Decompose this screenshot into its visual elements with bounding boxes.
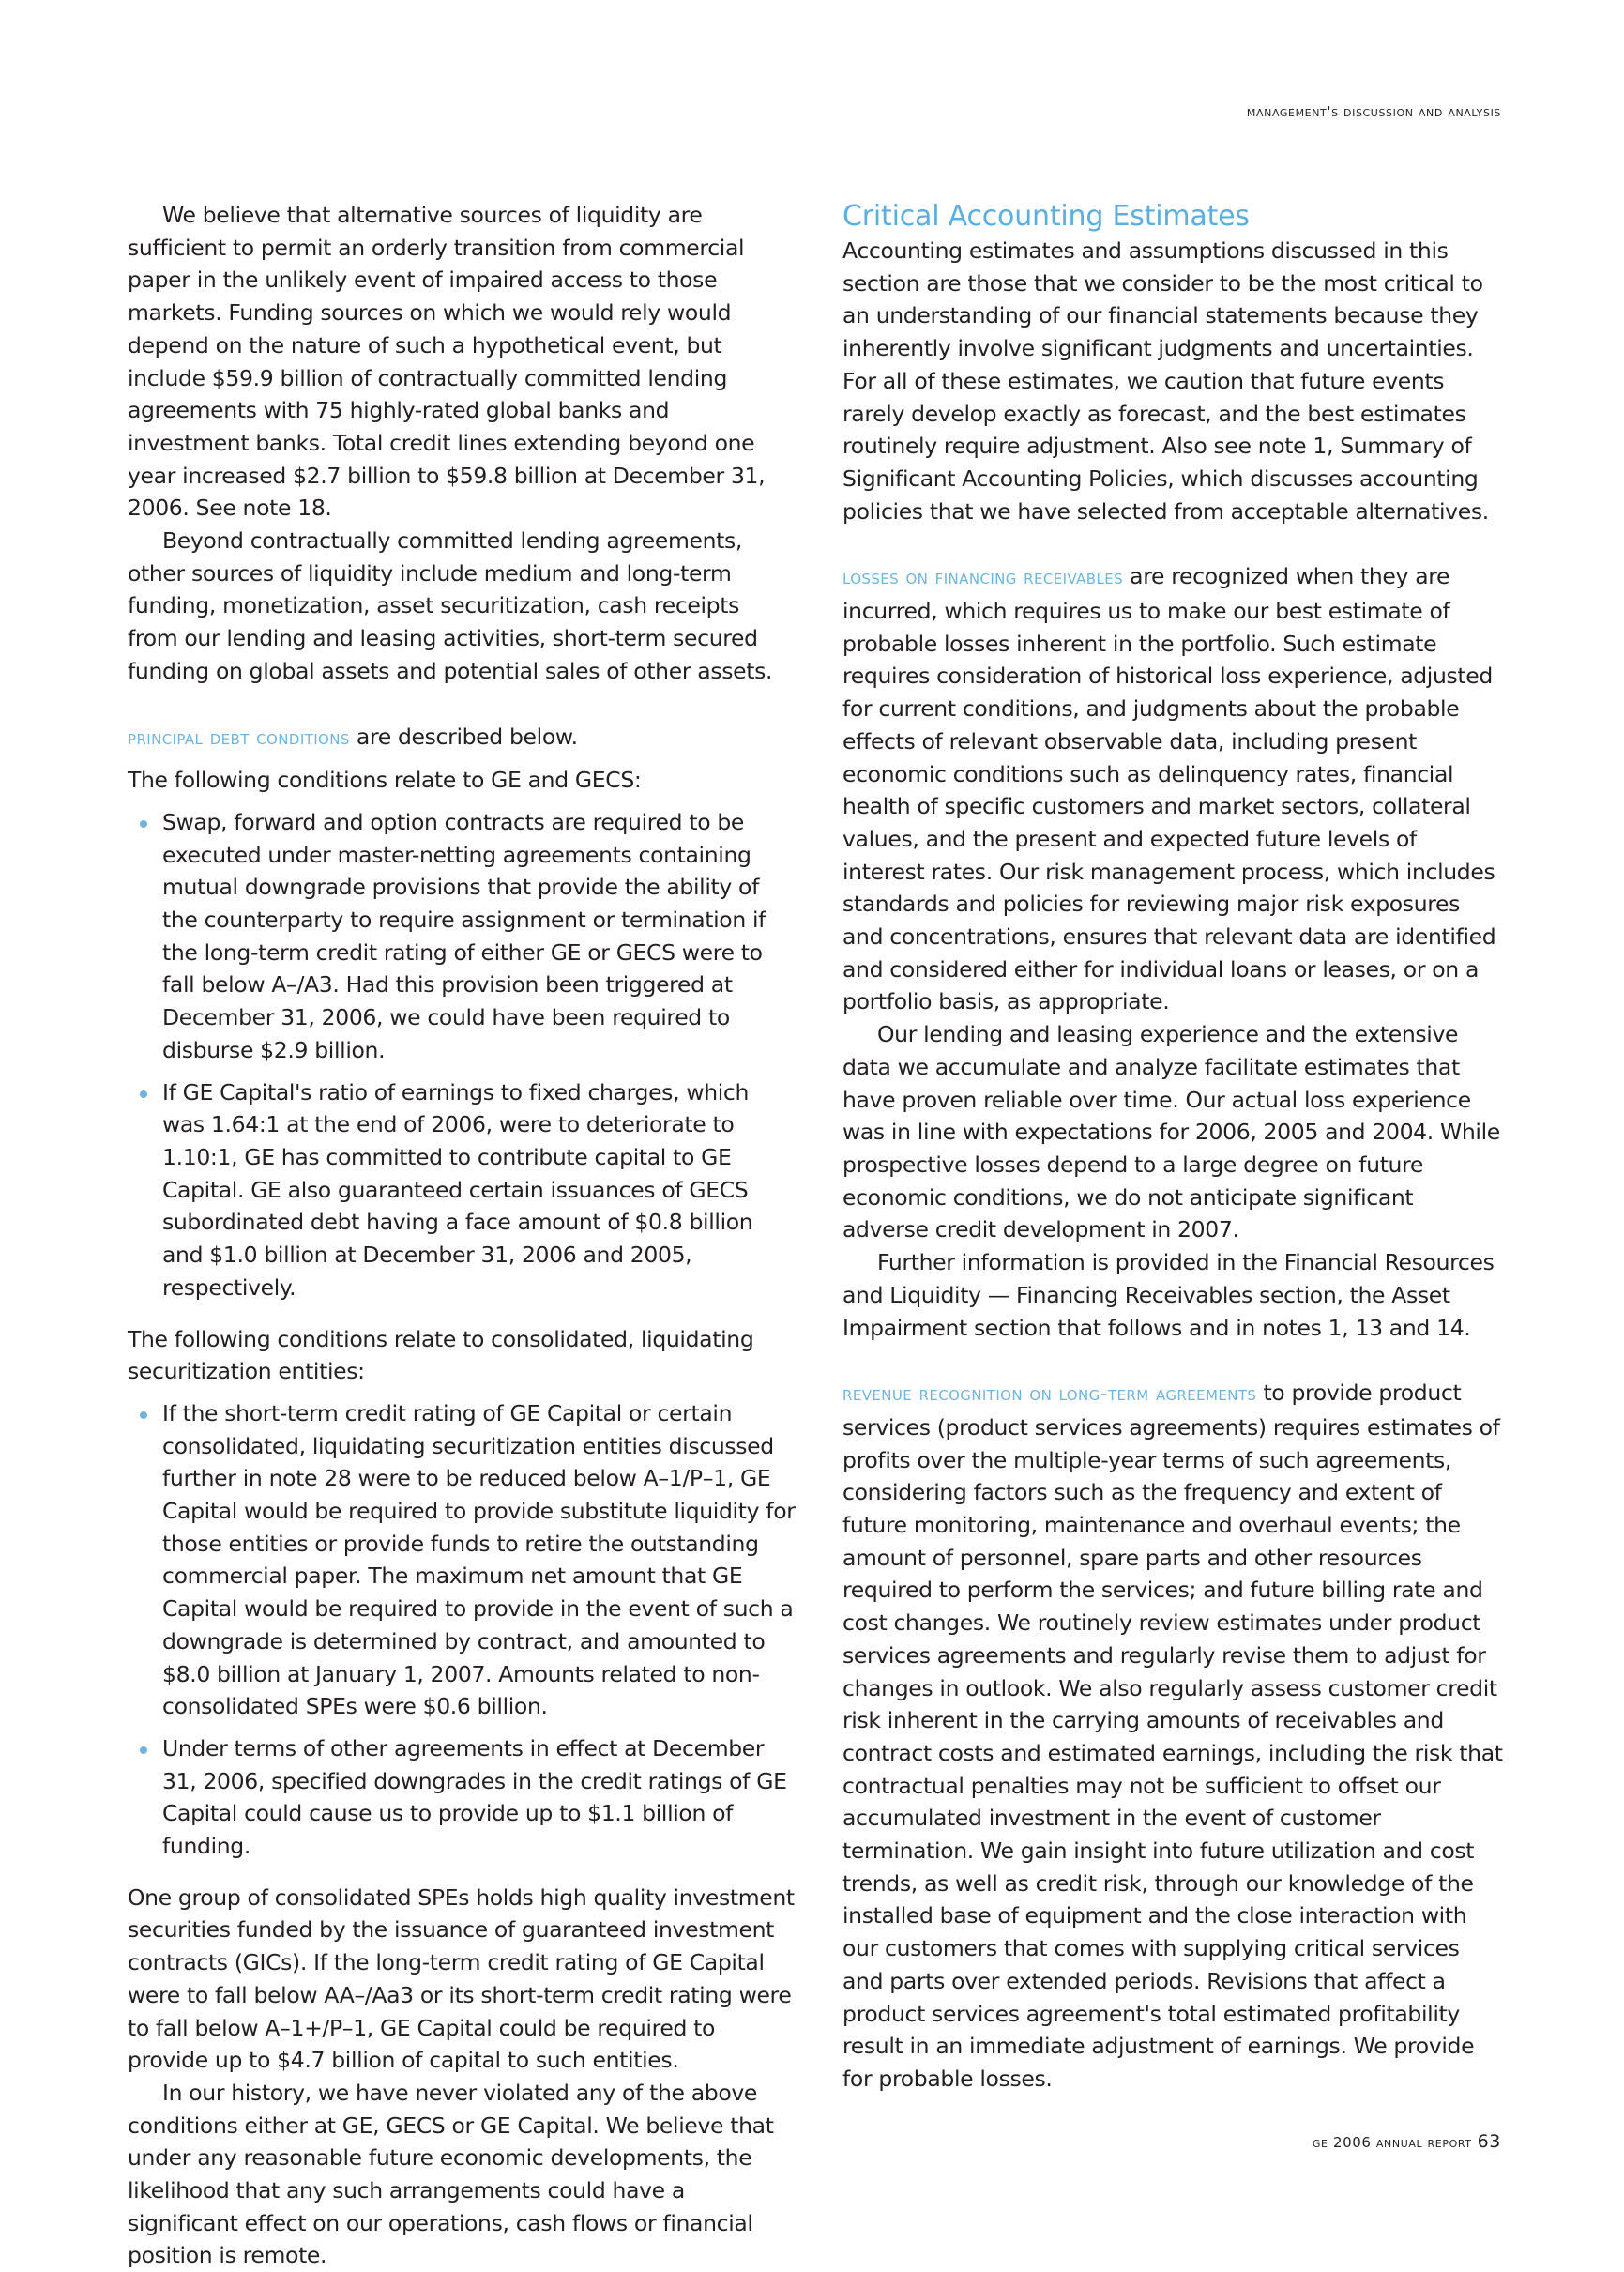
runin-losses-on-financing-receivables: losses on financing receivables [842,566,1124,590]
paragraph-consolidated-spes: One group of consolidated SPEs holds high quality investment securities funded by the issuance of guaranteed investment contracts (GICs). If the long-term credit rating of GE Capital were to fall below AA–/Aa3 or its short-term credit rating were to fall below A–1+/P–1, GE Capital could be required to provide up to $4.7 billion of capital to such entities. [128,1883,795,2074]
list-item-text: Under terms of other agreements in effect at December 31, 2006, specified downgrades in the credit ratings of GE Capital could cause us to provide up to $1.1 billion of funding. [162,1734,787,1860]
bullet-icon [140,1090,147,1098]
paragraph-liquidity-sources: We believe that alternative sources of liquidity are sufficient to permit an orderly transition from commercial paper in the unlikely event of impaired access to those markets. Funding sources on which we would rely would depend on the nature of such a hypothetical event, but include $59.9 billion of contractually committed lending agreements with 75 highly-rated global banks and investment banks. Total credit lines extending beyond one year increased $2.7 billion to $59.8 billion at December 31, 2006. See note 18. [128,202,766,522]
paragraph-lending-experience: Our lending and leasing experience and the extensive data we accumulate and analyze facilitate estimates that have proven reliable over time. Our actual loss experience was in line with expectations for 2006, 2005 and 2004. While prospective losses depend to a large degree on future economic conditions, we do not anticipate significant adverse credit development in 2007. [842,1021,1500,1243]
paragraph-further-information: Further information is provided in the Financial Resources and Liquidity — Financing Receivables section, the Asset Impairment section that follows and in notes 1, 13 and 14. [842,1249,1495,1341]
left-column [128,199,796,2272]
page-footer [1313,2131,1501,2152]
bullet-icon [140,1746,147,1754]
report-label: ge 2006 annual report [1312,2134,1472,2151]
paragraph-revenue-recognition [842,1377,1504,2095]
paragraph-principal-debt-conditions [128,721,796,755]
bullet-icon [140,1411,147,1419]
bullet-list-consolidated [128,1397,796,1863]
running-head: management's discussion and analysis [1246,103,1501,120]
paragraph-losses-on-financing [842,560,1504,1018]
paragraph-critical-estimates-intro: Accounting estimates and assumptions discussed in this section are those that we consider to be the most critical to an understanding of our financial statements because they inherently involve significant judgments and uncertainties. For all of these estimates, we caution that future events rarely develop exactly as forecast, and the best estimates routinely require adjustment. Also see note 1, Summary of Significant Accounting Policies, which discusses accounting policies that we have selected from acceptable alternatives. [842,237,1489,525]
paragraph-ge-gecs-intro: The following conditions relate to GE and GECS: [128,767,642,794]
runin-principal-debt-conditions: principal debt conditions [128,725,350,750]
runin-revenue-recognition: revenue recognition on long-term agreements [842,1382,1257,1407]
losses-text: are recognized when they are incurred, which requires us to make our best estimate of probable losses inherent in the portfolio. Such estimate requires consideration of historical loss experience, adjusted for current conditions, and judgments about the probable effects of relevant observable data, including present economic conditions such as delinquency rates, financial health of specific customers and market sectors, collateral values, and the present and expected future levels of interest rates. Our risk management process, which includes standards and policies for reviewing major risk exposures and concentrations, ensures that relevant data are identified and considered either for individual loans or leases, or on a portfolio basis, as appropriate. [842,563,1496,1015]
list-item-text: If the short-term credit rating of GE Capital or certain consolidated, liquidating securitization entities discussed further in note 28 were to be reduced below A–1/P–1, GE Capital would be required to provide substitute liquidity for those entities or provide funds to retire the outstanding commercial paper. The maximum net amount that GE Capital would be required to provide in the event of such a downgrade is determined by contract, and amounted to $8.0 billion at January 1, 2007. Amounts related to non-consolidated SPEs were $0.6 billion. [162,1399,796,1720]
revenue-text: to provide product services (product services agreements) requires estimates of profits over the multiple-year terms of such agreements, considering factors such as the frequency and extent of future monitoring, maintenance and overhaul events; the amount of personnel, spare parts and other resources required to perform the services; and future billing rate and cost changes. We routinely review estimates under product services agreements and regularly revise them to adjust for changes in outlook. We also regularly assess customer credit risk inherent in the carrying amounts of receivables and contract costs and estimated earnings, including the risk that contractual penalties may not be sufficient to offset our accumulated investment in the event of customer termination. We gain insight into future utilization and cost trends, as well as credit risk, through our knowledge of the installed base of equipment and the close interaction with our customers that comes with supplying critical services and parts over extended periods. Revisions that affect a product services agreement's total estimated profitability result in an immediate adjustment of earnings. We provide for probable losses. [842,1380,1503,2092]
list-item [128,1397,796,1723]
page-number: 63 [1477,2131,1501,2152]
paragraph-history: In our history, we have never violated any of the above conditions either at GE, GECS or GE Capital. We believe that under any reasonable future economic developments, the likelihood that any such arrangements could have a significant effect on our operations, cash flows or financial position is remote. [128,2079,774,2269]
bullet-icon [140,820,147,828]
right-column [842,199,1504,2096]
list-item-text: Swap, forward and option contracts are required to be executed under master-netting agreements containing mutual downgrade provisions that provide the ability of the counterparty to require assignment or termination if the long-term credit rating of either GE or GECS were to fall below A–/A3. Had this provision been triggered at December 31, 2006, we could have been required to disburse $2.9 billion. [162,808,766,1063]
list-item [128,1732,796,1863]
principal-debt-conditions-text: are described below. [349,723,578,750]
list-item-text: If GE Capital's ratio of earnings to fixed charges, which was 1.64:1 at the end of 2006, were to deteriorate to 1.10:1, GE has committed to contribute capital to GE Capital. GE also guaranteed certain issuances of GECS subordinated debt having a face amount of $0.8 billion and $1.0 billion at December 31, 2006 and 2005, respectively. [162,1078,753,1301]
paragraph-consolidated-intro: The following conditions relate to consolidated, liquidating securitization entities: [128,1325,754,1385]
list-item [128,1076,796,1304]
list-item [128,806,796,1067]
bullet-list-ge-gecs [128,806,796,1304]
paragraph-other-liquidity: Beyond contractually committed lending agreements, other sources of liquidity include medium and long-term funding, monetization, asset securitization, cash receipts from our lending and leasing activities, short-term secured funding on global assets and potential sales of other assets. [128,527,773,684]
section-title: Critical Accounting Estimates [842,200,1250,233]
